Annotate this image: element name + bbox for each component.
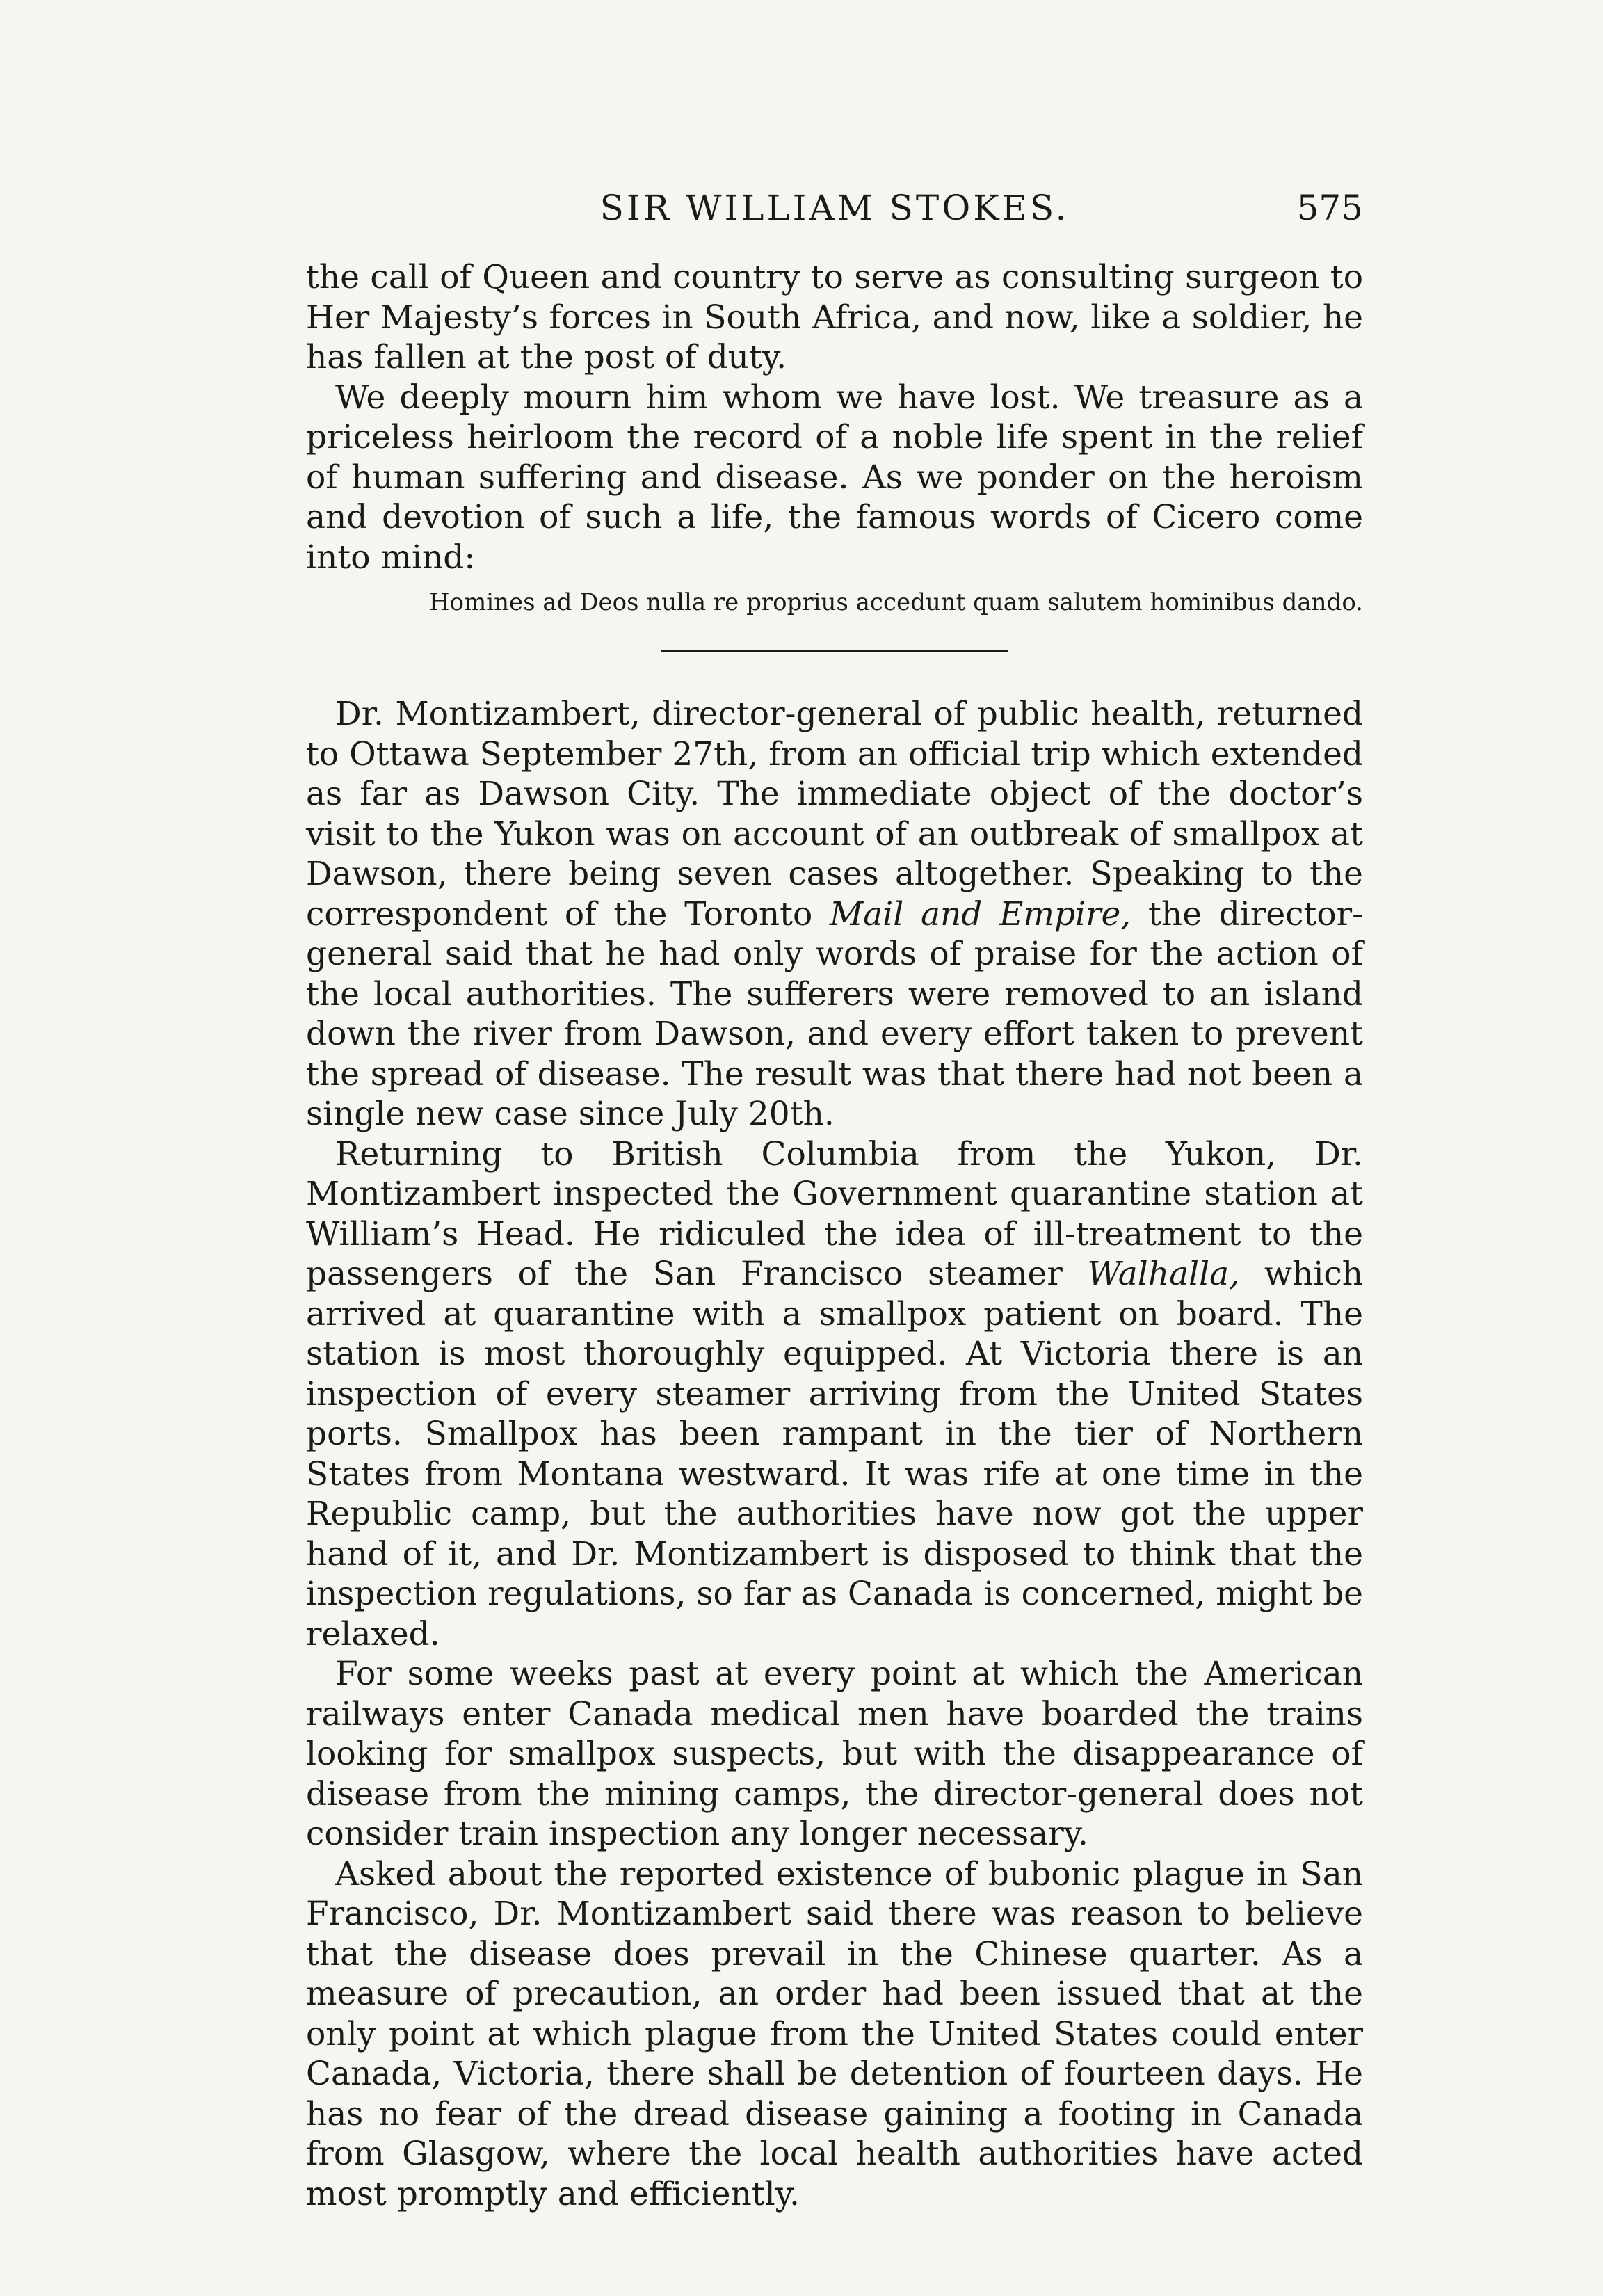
text-run: which arrived at quarantine with a smallpox patient on board. The station is most thoroughly equipped. At Victoria there is an inspection of every steamer arriving from the United States ports. Smallpox has been rampant in the tier of Northern States from Montana westward. It was rife at one time in the Republic camp, but the authorities have now got the upper hand of it, and Dr. Montizambert is disposed to think that the inspection regulations, so far as Canada is concerned, might be relaxed. — [306, 1255, 1363, 1653]
paragraph-train-inspection: For some weeks past at every point at which the American railways enter Canada medical men have boarded the trains looking for smallpox suspects, but with the disappearance of disease from the mining camps, the director-general does not consider train inspection any longer necessary. — [306, 1655, 1363, 1853]
text-run: Dr. Montizambert, director-general of public health, returned to Ottawa September 27th, from an official trip which extended as far as Dawson City. The immediate object of the doctor’s visit to the Yukon was on account of an outbreak of smallpox at Dawson, there being seven cases altogether. Speaking to the correspondent of the Toronto — [306, 695, 1363, 933]
page-number: 575 — [1296, 188, 1363, 228]
text-run: the director-general said that he had only words of praise for the action of the local authorities. The sufferers were removed to an island down the river from Dawson, and every effort taken to prevent the spread of disease. The result was that there had not been a single new case since July 20th. — [306, 894, 1363, 1133]
section-divider — [661, 650, 1008, 652]
newspaper-title: Mail and Empire, — [830, 894, 1131, 933]
paragraph-montizambert-return — [306, 694, 1363, 1134]
paragraph-mourning: We deeply mourn him whom we have lost. We treasure as a priceless heirloom the record of a noble life spent in the relief of human suffering and disease. As we ponder on the heroism and devotion of such a life, the famous words of Cicero come into mind: — [306, 378, 1363, 577]
page-body — [306, 257, 1363, 2214]
paragraph-bubonic-plague: Asked about the reported existence of bubonic plague in San Francisco, Dr. Montizambert said there was reason to believe that the disease does prevail in the Chinese quarter. As a measure of precaution, an order had been issued that at the only point at which plague from the United States could enter Canada, Victoria, there shall be detention of fourteen days. He has no fear of the dread disease gaining a footing in Canada from Glasgow, where the local health authorities have acted most promptly and efficiently. — [306, 1854, 1363, 2213]
text-run: Returning to British Columbia from the Yukon, Dr. Montizambert inspected the Government quarantine station at William’s Head. He ridiculed the idea of ill-treatment to the passengers of the San Francisco steamer — [306, 1134, 1363, 1293]
paragraph-continued: the call of Queen and country to serve as consulting surgeon to Her Majesty’s forces in South Africa, and now, like a soldier, he has fallen at the post of duty. — [306, 258, 1363, 376]
page-header — [306, 188, 1363, 250]
latin-quotation: Homines ad Deos nulla re proprius accedunt quam salutem hominibus dando. — [428, 588, 1363, 616]
paragraph-british-columbia — [306, 1134, 1363, 1655]
steamer-name: Walhalla, — [1087, 1255, 1240, 1293]
running-head: SIR WILLIAM STOKES. — [599, 188, 1070, 228]
